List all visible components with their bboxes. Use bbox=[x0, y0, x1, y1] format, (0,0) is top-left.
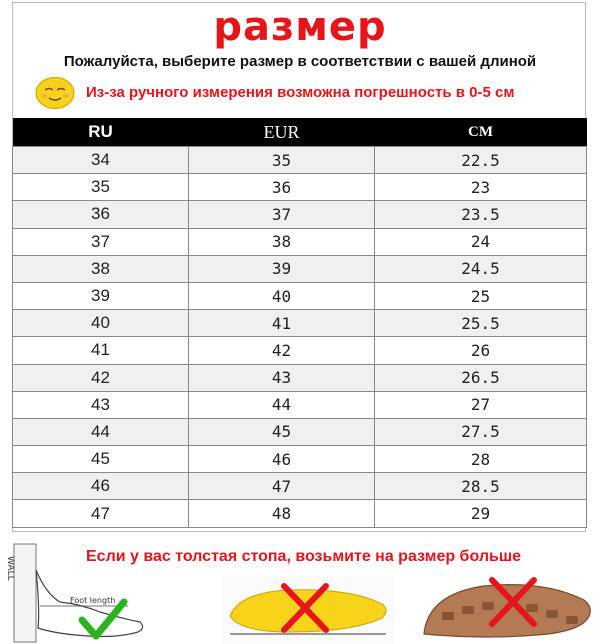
cell-eur: 48 bbox=[189, 500, 375, 527]
table-row bbox=[13, 418, 587, 445]
cell-eur: 46 bbox=[189, 446, 375, 473]
cell-cm: 27 bbox=[375, 391, 587, 418]
cell-cm: 23.5 bbox=[375, 201, 587, 228]
cell-ru: 45 bbox=[13, 446, 189, 473]
cell-ru: 42 bbox=[13, 364, 189, 391]
measurement-warning: Из-за ручного измерения возможна погрешность в 0-5 см bbox=[86, 84, 515, 101]
cell-eur: 38 bbox=[189, 228, 375, 255]
table-row bbox=[13, 446, 587, 473]
wall-label: WALL bbox=[5, 556, 15, 581]
foot-length-label: Foot length bbox=[70, 596, 116, 605]
cell-eur: 45 bbox=[189, 418, 375, 445]
cell-cm: 25.5 bbox=[375, 310, 587, 337]
cell-ru: 36 bbox=[13, 201, 189, 228]
cell-ru: 44 bbox=[13, 418, 189, 445]
cell-ru: 34 bbox=[13, 147, 189, 174]
table-row bbox=[13, 391, 587, 418]
cell-eur: 43 bbox=[189, 364, 375, 391]
cell-cm: 24.5 bbox=[375, 255, 587, 282]
table-row bbox=[13, 255, 587, 282]
cell-cm: 23 bbox=[375, 174, 587, 201]
cell-ru: 47 bbox=[13, 500, 189, 527]
cell-cm: 22.5 bbox=[375, 147, 587, 174]
cell-ru: 38 bbox=[13, 255, 189, 282]
table-row bbox=[13, 310, 587, 337]
cell-eur: 44 bbox=[189, 391, 375, 418]
cell-cm: 28.5 bbox=[375, 473, 587, 500]
table-row bbox=[13, 282, 587, 309]
cell-ru: 39 bbox=[13, 282, 189, 309]
table-row bbox=[13, 500, 587, 527]
boot-sole-image bbox=[418, 574, 598, 644]
insole-image bbox=[222, 576, 394, 644]
cell-eur: 40 bbox=[189, 282, 375, 309]
column-header-cm: CM bbox=[375, 118, 587, 147]
table-header-row bbox=[13, 118, 587, 147]
cell-eur: 37 bbox=[189, 201, 375, 228]
cell-ru: 35 bbox=[13, 174, 189, 201]
cell-eur: 35 bbox=[189, 147, 375, 174]
table-row bbox=[13, 228, 587, 255]
cell-ru: 40 bbox=[13, 310, 189, 337]
page-title: размер bbox=[213, 4, 387, 50]
column-header-eur: EUR bbox=[189, 118, 375, 147]
table-row bbox=[13, 364, 587, 391]
cell-eur: 47 bbox=[189, 473, 375, 500]
cell-cm: 29 bbox=[375, 500, 587, 527]
cell-ru: 43 bbox=[13, 391, 189, 418]
cell-eur: 39 bbox=[189, 255, 375, 282]
cell-cm: 26.5 bbox=[375, 364, 587, 391]
cell-ru: 41 bbox=[13, 337, 189, 364]
cell-eur: 41 bbox=[189, 310, 375, 337]
cell-eur: 42 bbox=[189, 337, 375, 364]
table-row bbox=[13, 201, 587, 228]
table-row bbox=[13, 473, 587, 500]
cell-ru: 46 bbox=[13, 473, 189, 500]
instruction-text: Пожалуйста, выберите размер в соответствии с вашей длиной bbox=[63, 53, 537, 70]
column-header-ru: RU bbox=[13, 118, 189, 147]
smiley-icon bbox=[34, 76, 76, 110]
cell-cm: 24 bbox=[375, 228, 587, 255]
table-row bbox=[13, 174, 587, 201]
cell-cm: 25 bbox=[375, 282, 587, 309]
table-row bbox=[13, 337, 587, 364]
size-chart-table bbox=[12, 118, 587, 528]
cell-cm: 26 bbox=[375, 337, 587, 364]
cell-eur: 36 bbox=[189, 174, 375, 201]
thick-foot-note: Если у вас толстая стопа, возьмите на размер больше bbox=[86, 548, 522, 565]
cell-cm: 28 bbox=[375, 446, 587, 473]
cell-cm: 27.5 bbox=[375, 418, 587, 445]
table-row bbox=[13, 147, 587, 174]
cell-ru: 37 bbox=[13, 228, 189, 255]
